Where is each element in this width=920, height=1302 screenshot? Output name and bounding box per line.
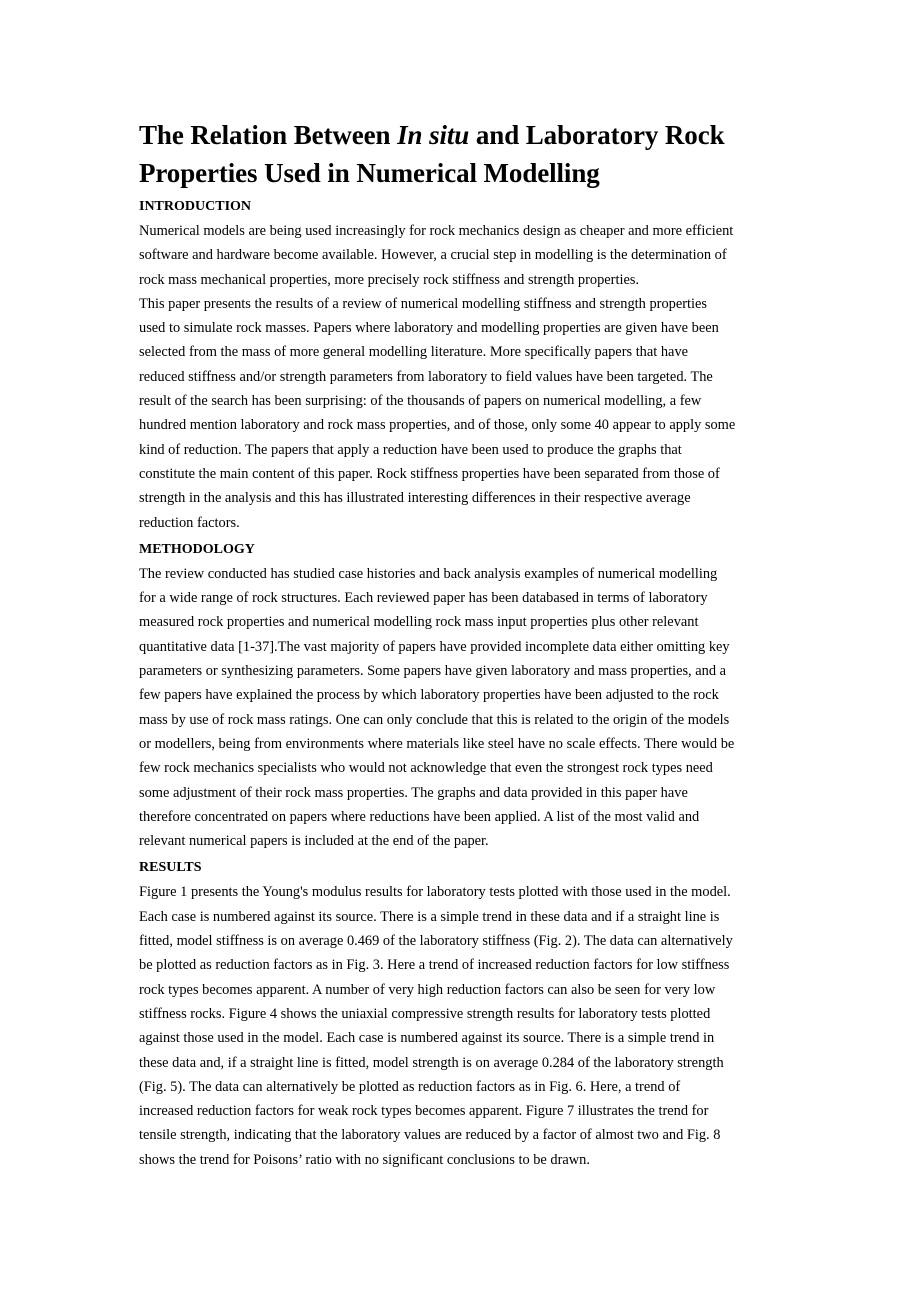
text-line: rock mass mechanical properties, more precisely rock stiffness and strength properties. (139, 271, 640, 288)
text-line: reduction factors. (139, 514, 240, 531)
text-line: kind of reduction. The papers that apply a reduction have been used to produce the graphs that (139, 441, 682, 458)
text-line: rock types becomes apparent. A number of very high reduction factors can also be seen for very low (139, 981, 716, 998)
paragraph (139, 219, 784, 292)
section-results (139, 856, 784, 1172)
title-italic-term: In situ (397, 120, 470, 150)
text-line: some adjustment of their rock mass properties. The graphs and data provided in this paper have (139, 784, 688, 801)
text-line: software and hardware become available. However, a crucial step in modelling is the determination of (139, 247, 727, 264)
section-heading: RESULTS (139, 860, 202, 876)
paper-body (139, 195, 784, 1172)
text-line: strength in the analysis and this has illustrated interesting differences in their respective average (139, 490, 691, 507)
text-line: Each case is numbered against its source. There is a simple trend in these data and if a straight line is (139, 908, 720, 925)
text-line: Numerical models are being used increasingly for rock mechanics design as cheaper and more efficient (139, 223, 734, 239)
title-line-2: Properties Used in Numerical Modelling (139, 158, 600, 188)
text-line: increased reduction factors for weak rock types becomes apparent. Figure 7 illustrates the trend for (139, 1103, 709, 1120)
text-line: hundred mention laboratory and rock mass properties, and of those, only some 40 appear to apply some (139, 417, 736, 434)
text-line: few papers have explained the process by which laboratory properties have been adjusted to the rock (139, 687, 719, 704)
document-page (139, 116, 784, 1172)
text-line: or modellers, being from environments where materials like steel have no scale effects. There would be (139, 735, 735, 752)
text-line: The review conducted has studied case histories and back analysis examples of numerical modelling (139, 565, 718, 582)
title-line-1: The Relation Between In situ and Laboratory Rock (139, 120, 725, 150)
text-line: shows the trend for Poisons’ ratio with no significant conclusions to be drawn. (139, 1151, 590, 1168)
paper-title (139, 116, 784, 192)
text-line: used to simulate rock masses. Papers where laboratory and modelling properties are given have been (139, 320, 719, 337)
paragraph (139, 880, 784, 1172)
paragraph (139, 292, 784, 535)
text-line: stiffness rocks. Figure 4 shows the uniaxial compressive strength results for laboratory tests plotted (139, 1005, 711, 1022)
paragraph (139, 562, 784, 854)
text-line: result of the search has been surprising: of the thousands of papers on numerical modelling, a few (139, 393, 702, 410)
text-line: against those used in the model. Each case is numbered against its source. There is a simple trend in (139, 1030, 715, 1047)
text-line: selected from the mass of more general modelling literature. More specifically papers that have (139, 344, 689, 361)
text-line: This paper presents the results of a review of numerical modelling stiffness and strength properties (139, 295, 708, 312)
text-line: reduced stiffness and/or strength parameters from laboratory to field values have been targeted. The (139, 368, 713, 385)
text-line: relevant numerical papers is included at the end of the paper. (139, 833, 489, 850)
text-line: these data and, if a straight line is fitted, model strength is on average 0.284 of the laboratory strength (139, 1054, 724, 1071)
text-line: be plotted as reduction factors as in Fig. 3. Here a trend of increased reduction factors for low stiffness (139, 957, 730, 974)
text-line: quantitative data [1-37].The vast majority of papers have provided incomplete data either omitting key (139, 638, 730, 655)
section-heading: METHODOLOGY (139, 541, 255, 557)
text-line: mass by use of rock mass ratings. One can only conclude that this is related to the origin of the models (139, 711, 730, 728)
text-line: measured rock properties and numerical modelling rock mass input properties plus other relevant (139, 614, 699, 631)
section-methodology (139, 538, 784, 854)
text-line: few rock mechanics specialists who would not acknowledge that even the strongest rock types need (139, 760, 713, 777)
text-line: constitute the main content of this paper. Rock stiffness properties have been separated from those of (139, 465, 720, 482)
text-line: for a wide range of rock structures. Each reviewed paper has been databased in terms of laboratory (139, 590, 708, 607)
text-line: tensile strength, indicating that the laboratory values are reduced by a factor of almost two and Fig. 8 (139, 1127, 721, 1144)
section-heading: INTRODUCTION (139, 199, 252, 214)
text-line: parameters or synthesizing parameters. Some papers have given laboratory and mass properties, and a (139, 663, 727, 680)
section-introduction (139, 195, 784, 535)
text-line: (Fig. 5). The data can alternatively be plotted as reduction factors as in Fig. 6. Here, a trend of (139, 1078, 681, 1095)
text-line: therefore concentrated on papers where reductions have been applied. A list of the most valid and (139, 808, 700, 825)
text-line: fitted, model stiffness is on average 0.469 of the laboratory stiffness (Fig. 2). The data can alternatively (139, 933, 733, 950)
text-line: Figure 1 presents the Young's modulus results for laboratory tests plotted with those used in the model. (139, 884, 731, 901)
